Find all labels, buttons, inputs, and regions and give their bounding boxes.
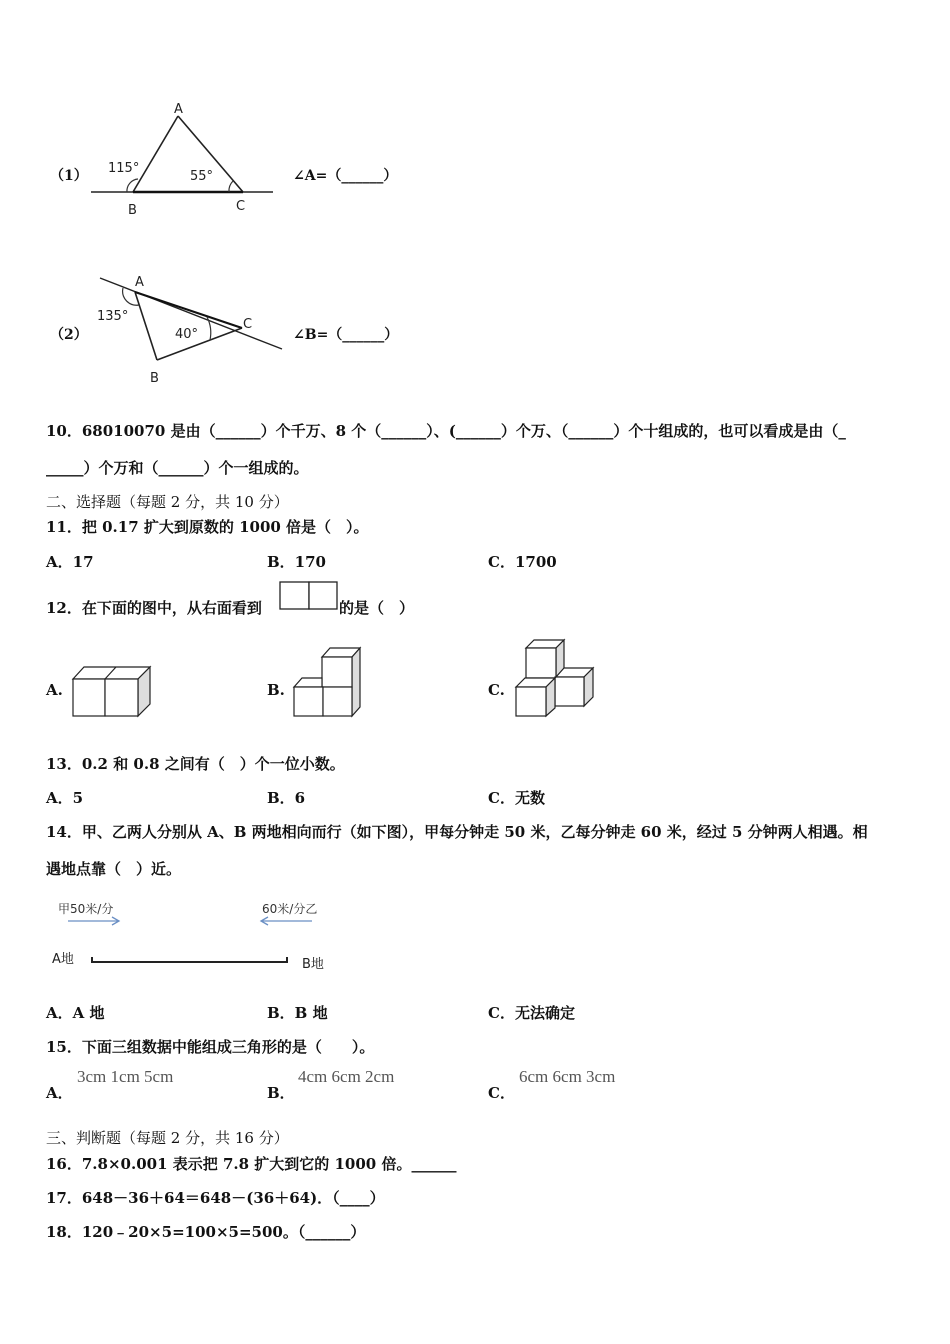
q13-option-b[interactable]: B．6 [267, 789, 306, 807]
q11-stem: 11．把 0.17 扩大到原数的 1000 倍是（ ）。 [46, 518, 369, 536]
q13-option-a[interactable]: A．5 [46, 789, 84, 807]
side-bc [157, 328, 242, 360]
q9-part1-label: （1） [50, 168, 88, 184]
q9-part1-answer: ∠A=（______） [293, 168, 398, 184]
speed-label-jia: 甲50米/分 [58, 902, 114, 916]
vertex-b: B [128, 203, 137, 218]
q11-option-a[interactable]: A．17 [46, 553, 94, 571]
speed-label-yi: 60米/分乙 [262, 902, 318, 916]
right-view-icon [279, 581, 339, 611]
vertex-c: C [236, 199, 246, 214]
side-ab [133, 116, 178, 192]
q15-option-b-set: 4cm 6cm 2cm [298, 1067, 395, 1086]
q12-stem-before: 12．在下面的图中，从右面看到 [46, 599, 262, 617]
q12-stem-after: 的是（ ） [339, 599, 415, 617]
q14-line2: 遇地点靠（ ）近。 [46, 860, 182, 878]
cube-figure-c [515, 637, 595, 719]
q11-option-b[interactable]: B．170 [267, 553, 326, 571]
q12-option-c[interactable]: C. [488, 681, 505, 699]
route-line [92, 957, 287, 962]
q15-option-c-set: 6cm 6cm 3cm [519, 1067, 616, 1086]
q14-line1: 14．甲、乙两人分别从 A、B 两地相向而行（如下图），甲每分钟走 50 米，乙每分钟走 60 米，经过 5 分钟两人相遇。相 [46, 823, 868, 841]
q18-text: 18．120﹣20×5=100×5=500。（______） [46, 1223, 366, 1241]
section-2-title: 二、选择题（每题 2 分，共 10 分） [46, 493, 289, 511]
distance-diagram [50, 895, 350, 980]
angle-ext-label: 115° [108, 161, 140, 176]
q13-stem: 13．0.2 和 0.8 之间有（ ）个一位小数。 [46, 755, 345, 773]
q14-option-c[interactable]: C．无法确定 [488, 1004, 575, 1022]
cube-figure-a [72, 666, 152, 718]
vertex-a: A [135, 275, 144, 290]
vertex-a: A [174, 102, 183, 117]
angle-ext-label: 135° [97, 309, 129, 324]
q15-option-c[interactable]: C． [488, 1084, 515, 1102]
side-ac [135, 292, 242, 328]
triangle-figure-1 [88, 98, 288, 228]
q14-option-b[interactable]: B．B 地 [267, 1004, 328, 1022]
q17-text: 17．648－36＋64＝648－(36＋64)．（____） [46, 1189, 385, 1207]
angle-c-label: 40° [175, 327, 199, 342]
q13-option-c[interactable]: C．无数 [488, 789, 545, 807]
angle-c-label: 55° [190, 169, 214, 184]
section-3-title: 三、判断题（每题 2 分，共 16 分） [46, 1129, 289, 1147]
q12-option-b[interactable]: B. [267, 681, 285, 699]
q10-line2: _____）个万和（______）个一组成的。 [46, 459, 309, 477]
triangle-figure-2 [95, 268, 295, 388]
q15-stem: 15．下面三组数据中能组成三角形的是（ ）。 [46, 1038, 375, 1056]
q15-option-a-set: 3cm 1cm 5cm [77, 1067, 174, 1086]
q14-option-a[interactable]: A．A 地 [46, 1004, 105, 1022]
q16-text: 16．7.8×0.001 表示把 7.8 扩大到它的 1000 倍。______ [46, 1155, 457, 1173]
q15-option-a[interactable]: A． [46, 1084, 73, 1102]
side-ab [135, 292, 157, 360]
q10-line1: 10．68010070 是由（______）个千万、8 个（______）、(______）个万、（______）个十组成的，也可以看成是由（_ [46, 422, 846, 440]
vertex-c: C [243, 317, 253, 332]
q9-part2-answer: ∠B=（______） [293, 327, 399, 343]
cube-figure-b [293, 647, 363, 719]
q11-option-c[interactable]: C．1700 [488, 553, 557, 571]
q9-part2-label: （2） [50, 327, 88, 343]
point-a-label: A地 [52, 952, 74, 967]
q12-option-a[interactable]: A. [46, 681, 63, 699]
vertex-b: B [150, 371, 159, 386]
point-b-label: B地 [302, 957, 324, 972]
q15-option-b[interactable]: B． [267, 1084, 295, 1102]
angle-arc-c [229, 181, 233, 192]
